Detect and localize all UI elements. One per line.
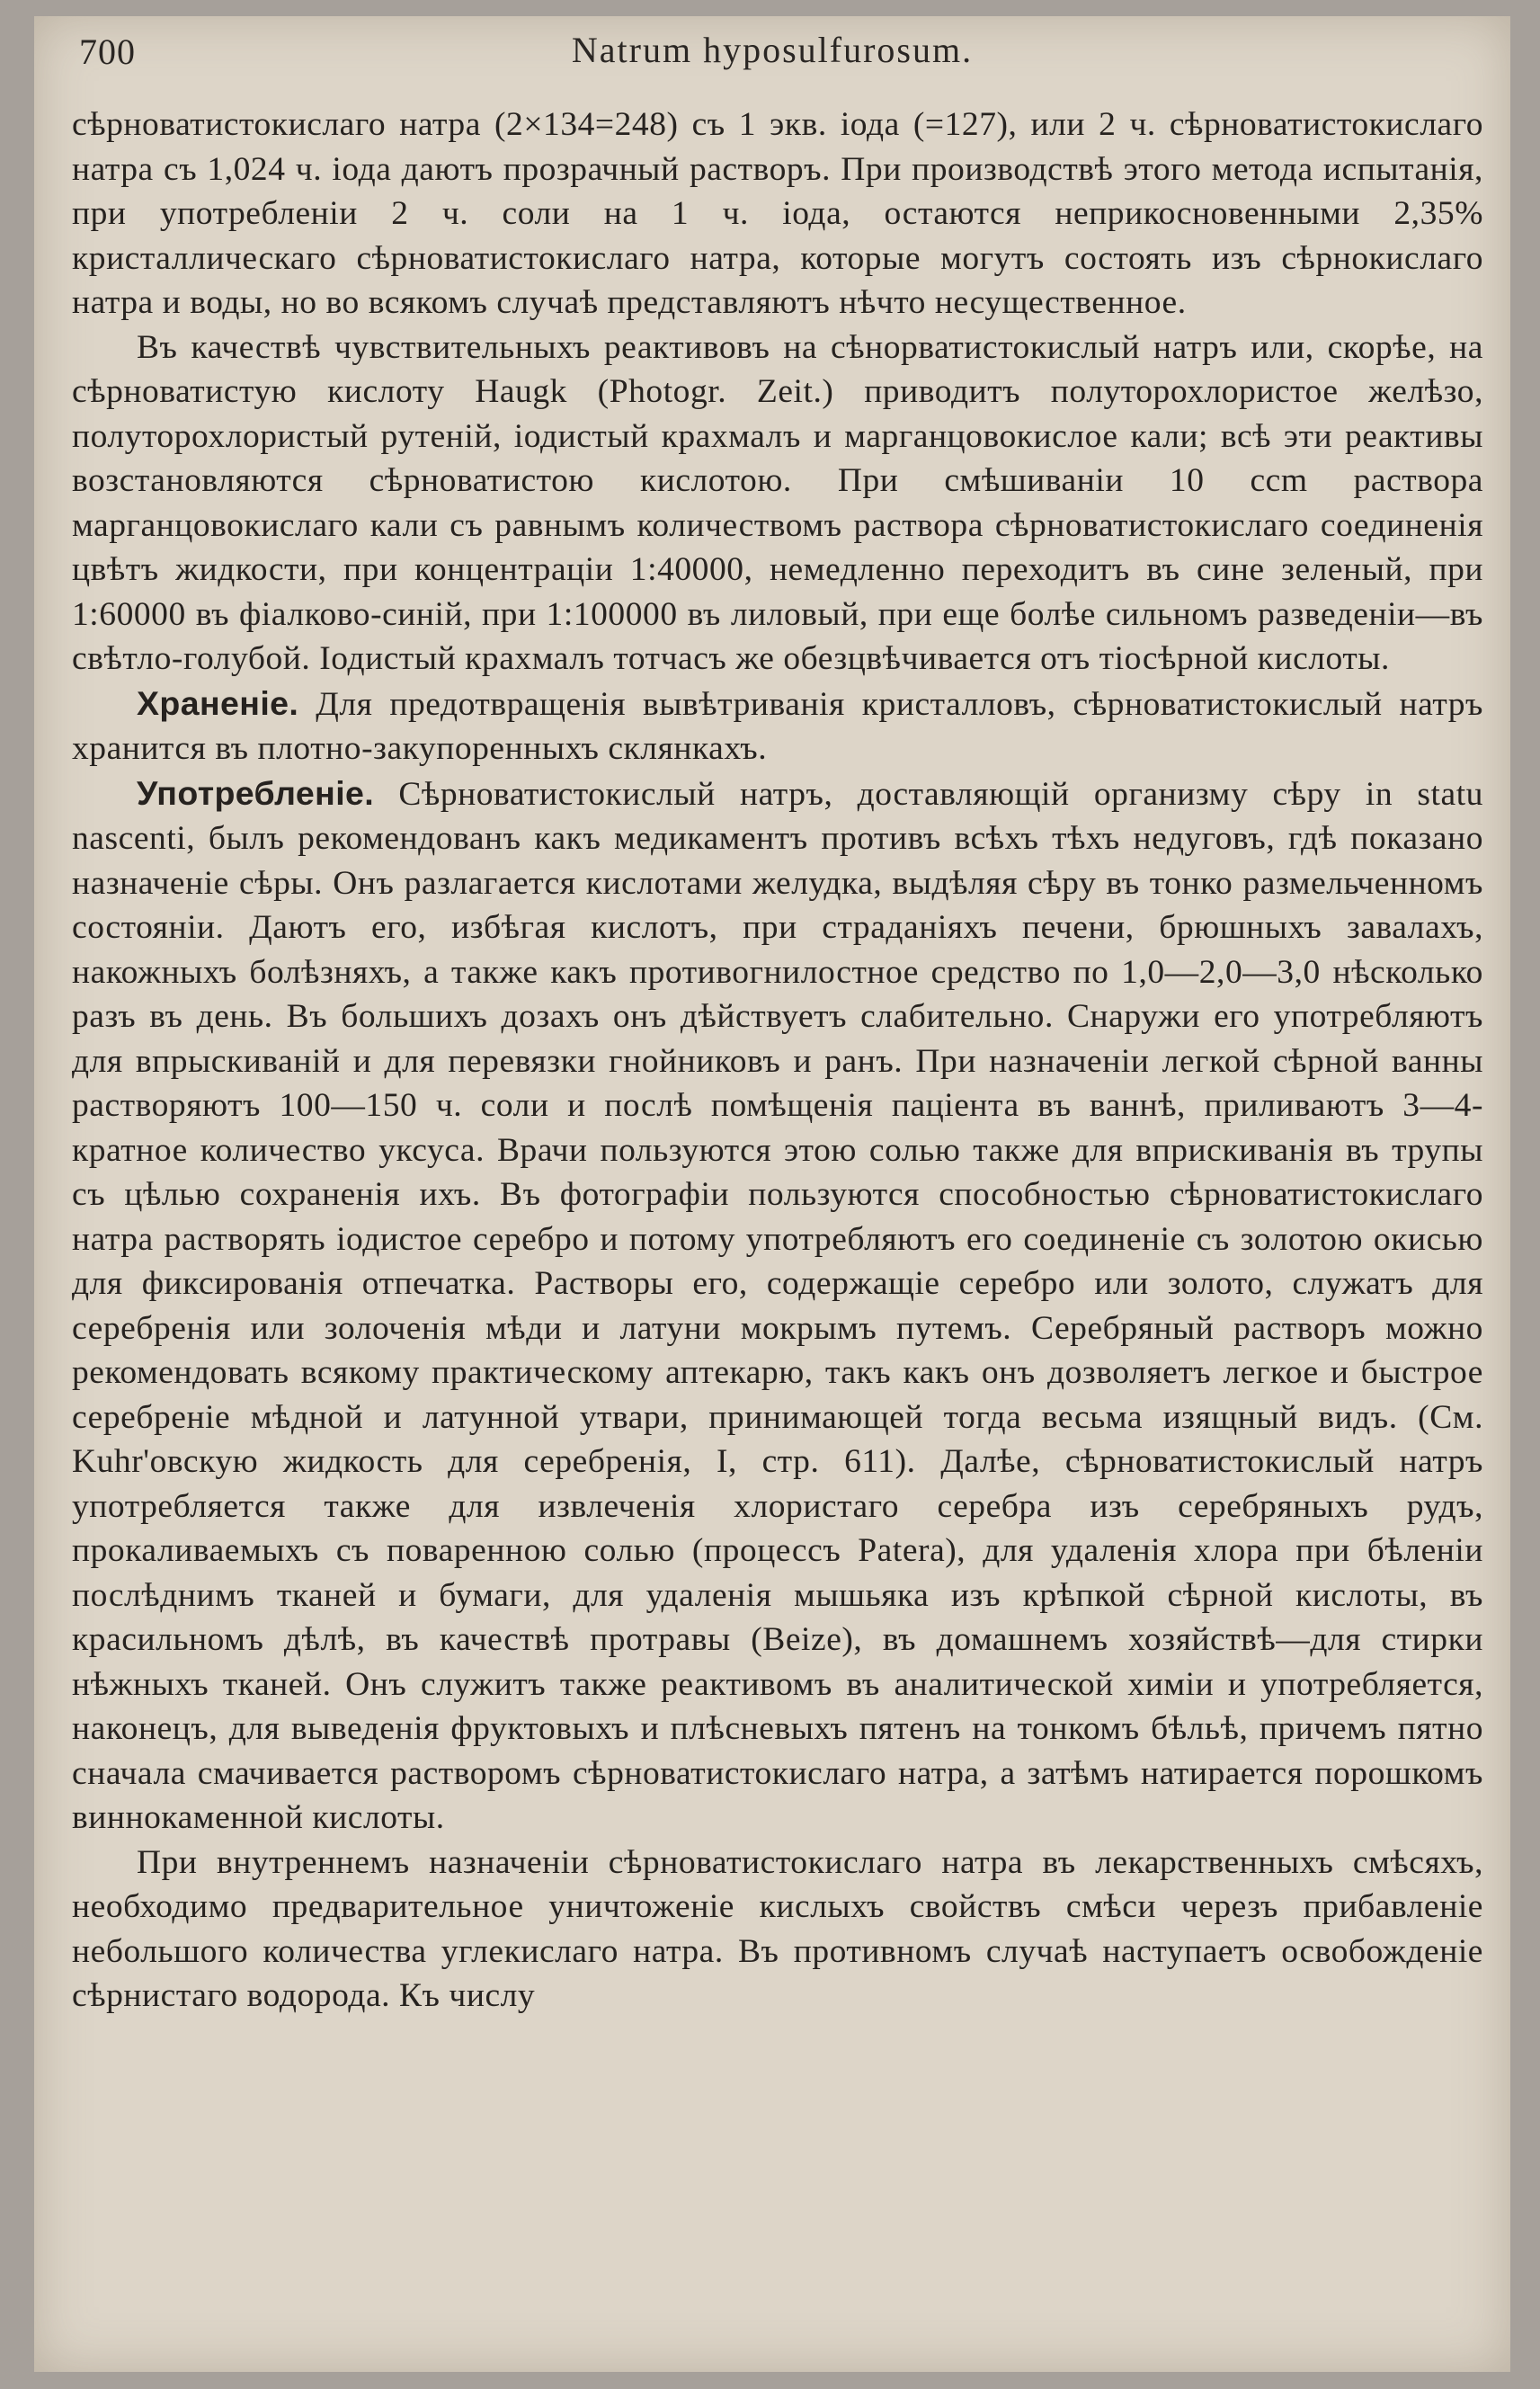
usage-heading: Употребленіе.	[137, 773, 375, 812]
paragraph-text: Въ качествѣ чувствительныхъ реактивовъ на сѣнорватистокислый натръ или, скорѣе, на сѣрноватистую кислоту Haugk (Photogr. Zeit.) приводитъ полуторохлористое желѣзо, полуторохлористый рутеній, іодистый крахмалъ и марганцовокислое кали; всѣ эти реактивы возстановляются сѣрноватистою кислотою. При смѣшиваніи 10 ccm раствора марганцовокислаго кали съ равнымъ количествомъ раствора сѣрноватистокислаго соединенія цвѣтъ жидкости, при концентраціи 1:40000, немедленно переходитъ въ сине зеленый, при 1:60000 въ фіалково-синій, при 1:100000 въ лиловый, при еще болѣе сильномъ разведеніи—въ свѣтло-голубой. Іодистый крахмалъ тотчасъ же обезцвѣчивается отъ тіосѣрной кислоты.	[72, 328, 1483, 677]
page-number: 700	[79, 31, 136, 72]
running-title: Natrum hyposulfurosum.	[571, 30, 974, 70]
paragraph-text: Сѣрноватистокислый натръ, доставляющій организму сѣру in statu nascenti, былъ рекомендованъ какъ медикаментъ противъ всѣхъ тѣхъ недуговъ, гдѣ показано назначеніе сѣры. Онъ разлагается кислотами желудка, выдѣляя сѣру въ тонко размельченномъ состояніи. Даютъ его, избѣгая кислотъ, при страданіяхъ печени, брюшныхъ завалахъ, накожныхъ болѣзняхъ, а также какъ противогнилостное средство по 1,0—2,0—3,0 нѣсколько разъ въ день. Въ большихъ дозахъ онъ дѣйствуетъ слабительно. Снаружи его употребляютъ для впрыскиваній и для перевязки гнойниковъ и ранъ. При назначеніи легкой сѣрной ванны растворяютъ 100—150 ч. соли и послѣ помѣщенія паціента въ ваннѣ, приливаютъ 3—4-кратное количество уксуса. Врачи пользуются этою солью также для вприскиванія въ трупы съ цѣлью сохраненія ихъ. Въ фотографіи пользуются способностью сѣрноватистокислаго натра растворять іодистое серебро и потому употребляютъ его соединеніе съ золотою окисью для фиксированія отпечатка. Растворы его, содержащіе серебро или золото, служатъ для серебренія или золоченія мѣди и латуни мокрымъ путемъ. Серебряный растворъ можно рекомендовать всякому практическому аптекарю, такъ какъ онъ дозволяетъ легкое и быстрое серебреніе мѣдной и латунной утвари, принимающей тогда весьма изящный видъ. (См. Kuhr'овскую жидкость для серебренія, I, стр. 611). Далѣе, сѣрноватистокислый натръ употребляется также для извлеченія хлористаго серебра изъ серебряныхъ рудъ, прокаливаемыхъ съ поваренною солью (процессъ Patera), для удаленія хлора при бѣленіи послѣднимъ тканей и бумаги, для удаленія мышьяка изъ крѣпкой сѣрной кислоты, въ красильномъ дѣлѣ, въ качествѣ протравы (Beize), въ домашнемъ хозяйствѣ—для стирки нѣжныхъ тканей. Онъ служитъ также реактивомъ въ аналитической химіи и употребляется, наконецъ, для выведенія фруктовыхъ и плѣсневыхъ пятенъ на тонкомъ бѣльѣ, причемъ пятно сначала смачивается растворомъ сѣрноватистокислаго натра, а затѣмъ натирается порошкомъ виннокаменной кислоты.	[72, 775, 1483, 1836]
running-head	[67, 22, 1478, 76]
paragraph-text: сѣрноватистокислаго натра (2×134=248) съ 1 экв. іода (=127), или 2 ч. сѣрноватистокислаго натра съ 1,024 ч. іода даютъ прозрачный растворъ. При производствѣ этого метода испытанія, при употребленіи 2 ч. соли на 1 ч. іода, остаются неприкосновенными 2,35% кристаллическаго сѣрноватистокислаго натра, которые могутъ состоять изъ сѣрнокислаго натра и воды, но во всякомъ случаѣ представляютъ нѣчто несущественное.	[72, 106, 1483, 321]
paragraph-internal-use	[72, 1841, 1483, 2019]
paragraph-reagents	[72, 325, 1483, 682]
paragraph-usage	[72, 771, 1483, 1841]
book-page	[34, 16, 1510, 2372]
paragraph-sodium-iodine-titration	[72, 103, 1483, 325]
paragraph-storage	[72, 682, 1483, 771]
paragraph-text: Для предотвращенія вывѣтриванія кристалловъ, сѣрноватистокислый натръ хранится въ плотно-закупоренныхъ склянкахъ.	[72, 685, 1483, 767]
paragraph-text: При внутреннемъ назначеніи сѣрноватистокислаго натра въ лекарственныхъ смѣсяхъ, необходимо предварительное уничтоженіе кислыхъ свойствъ смѣси черезъ прибавленіе небольшого количества углекислаго натра. Въ противномъ случаѣ наступаетъ освобожденіе сѣрнистаго водорода. Къ числу	[72, 1843, 1483, 2014]
body-text	[72, 103, 1483, 2019]
storage-heading: Храненіе.	[137, 683, 299, 722]
